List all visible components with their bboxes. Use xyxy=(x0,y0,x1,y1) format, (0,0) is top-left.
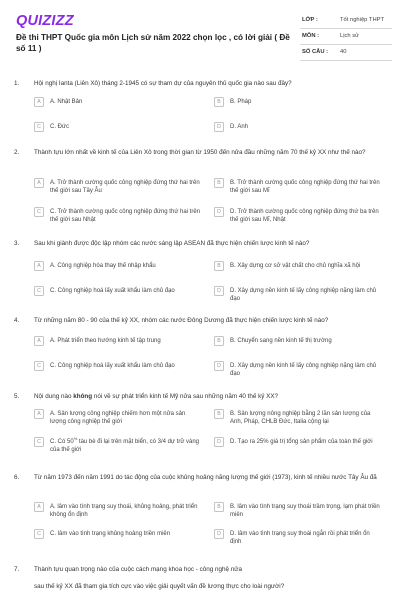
meta-value: 40 xyxy=(340,49,347,55)
option-letter-box[interactable]: A xyxy=(34,261,44,271)
meta-label: MÔN : xyxy=(302,33,320,39)
meta-label: SỐ CÂU : xyxy=(302,49,329,55)
option-text: C. Đức xyxy=(50,124,70,130)
question-number: 5. xyxy=(14,393,20,400)
option-text: B. lâm vào tình trạng suy thoái trầm trọng, lạm phát triền miên xyxy=(230,504,380,519)
option-letter-box[interactable]: B xyxy=(214,502,224,512)
question-number: 2. xyxy=(14,149,20,156)
option-text: B. Sản lượng nông nghiệp bằng 2 lần sản lượng của Anh, Pháp, CHLB Đức, Italia cộng lại xyxy=(230,411,371,426)
option-letter-box[interactable]: D xyxy=(214,122,224,132)
option-text: A. lâm vào tình trạng suy thoái, khủng hoảng, phát triển không ổn định xyxy=(50,504,198,519)
option-letter-box[interactable]: A xyxy=(34,409,44,419)
option-letter-box[interactable]: B xyxy=(214,178,224,188)
option-letter-box[interactable]: A xyxy=(34,178,44,188)
question-number: 1. xyxy=(14,80,20,87)
option-letter-box[interactable]: C xyxy=(34,529,44,539)
document-title: Đề thi THPT Quốc gia môn Lịch sử năm 2022 chọn lọc , có lời giải ( Đề số 11 ) xyxy=(16,33,290,53)
option-letter-box[interactable]: D xyxy=(214,207,224,217)
question-number: 7. xyxy=(14,566,20,573)
meta-row-count xyxy=(300,45,392,61)
option-text: C. lâm vào tình trạng khủng hoảng triền miên xyxy=(50,531,171,537)
option-letter-box[interactable]: C xyxy=(34,286,44,296)
option-text: B. Pháp xyxy=(230,99,252,105)
option-letter-box[interactable]: A xyxy=(34,502,44,512)
option-text: D. Trở thành cường quốc công nghiệp đứng thứ ba trên thế giới sau Mĩ, Nhật xyxy=(230,209,379,224)
option-text: A. Công nghiệp hóa thay thế nhập khẩu xyxy=(50,263,156,269)
question-text-part: Nội dung nào xyxy=(34,393,74,400)
option-letter-box[interactable]: C xyxy=(34,437,44,447)
quizizz-logo: QUIZIZZ xyxy=(16,13,74,29)
option-text: C. Công nghiệp hoá lấy xuất khẩu làm chủ đạo xyxy=(50,363,175,369)
question-text: Từ những năm 80 - 90 của thế kỷ XX, nhóm các nước Đông Dương đã thực hiện chiến lược kinh tế nào? xyxy=(34,317,329,324)
option-text: B. Xây dựng cơ sở vật chất cho chủ nghĩa xã hội xyxy=(230,263,361,269)
option-text xyxy=(50,438,200,455)
question-number: 6. xyxy=(14,474,20,481)
option-text-part: tàu bè đi lại trên mặt biển, có 3/4 dự trữ vàng của thế giới xyxy=(50,439,200,454)
meta-row-class xyxy=(300,13,392,29)
option-letter-box[interactable]: D xyxy=(214,437,224,447)
option-text: A. Sản lượng công nghiệp chiếm hơn một nửa sản lượng công nghiệp thế giới xyxy=(50,411,186,426)
question-text-part: nói về sự phát triển kinh tế Mỹ nửa sau những năm 40 thế kỷ XX? xyxy=(92,393,279,400)
option-letter-box[interactable]: B xyxy=(214,409,224,419)
option-text: D. lâm vào tình trạng suy thoái ngắn rồi phát triển ổn định xyxy=(230,531,370,546)
option-letter-box[interactable]: D xyxy=(214,529,224,539)
question-text xyxy=(34,393,384,402)
question-text-emphasis: không xyxy=(73,393,93,400)
option-letter-box[interactable]: C xyxy=(34,207,44,217)
question-number: 3. xyxy=(14,240,20,247)
meta-label: LỚP : xyxy=(302,17,318,23)
question-text-continued: sau thế kỷ XX đã tham gia tích cực vào việc giải quyết vấn đề lương thực cho loài người? xyxy=(34,583,285,590)
option-text: A. Phát triển theo hướng kinh tế tập trung xyxy=(50,338,161,344)
option-letter-box[interactable]: A xyxy=(34,336,44,346)
option-text: B. Chuyển sang nền kinh tế thị trường xyxy=(230,338,332,344)
option-letter-box[interactable]: C xyxy=(34,361,44,371)
option-letter-box[interactable]: B xyxy=(214,336,224,346)
meta-table xyxy=(300,13,392,61)
option-letter-box[interactable]: A xyxy=(34,97,44,107)
option-letter-box[interactable]: D xyxy=(214,361,224,371)
option-text: C. Trở thành cường quốc công nghiệp đứng thứ hai trên thế giới sau Nhật xyxy=(50,209,201,224)
question-text: Thành tựu lớn nhất về kinh tế của Liên Xô trong thời gian từ 1950 đến nửa đầu những năm 70 thế kỷ XX như thế nào? xyxy=(34,149,366,156)
option-letter-box[interactable]: B xyxy=(214,261,224,271)
option-text: D. Anh xyxy=(230,124,249,130)
option-text: A. Trở thành cường quốc công nghiệp đứng thứ hai trên thế giới sau Tây Âu xyxy=(50,180,200,195)
option-text: B. Trở thành cường quốc công nghiệp đứng thứ hai trên thế giới sau Mĩ xyxy=(230,180,380,195)
option-letter-box[interactable]: D xyxy=(214,286,224,296)
option-text: D. Xây dựng nền kinh tế lấy công nghiệp nặng làm chủ đạo xyxy=(230,363,377,378)
option-text: C. Công nghiệp hoá lấy xuất khẩu làm chủ đạo xyxy=(50,288,175,294)
option-letter-box[interactable]: C xyxy=(34,122,44,132)
meta-value: Lịch sử xyxy=(340,33,360,39)
question-text: Hội nghị Ianta (Liên Xô) tháng 2-1945 có sự tham dự của nguyên thủ quốc gia nào sau đây? xyxy=(34,80,292,87)
option-text: D. Xây dựng nền kinh tế lấy công nghiệp nặng làm chủ đạo xyxy=(230,288,377,303)
worksheet-header xyxy=(0,0,400,72)
superscript: % xyxy=(73,436,78,441)
meta-row-subject xyxy=(300,29,392,45)
option-letter-box[interactable]: B xyxy=(214,97,224,107)
question-text: Từ năm 1973 đến năm 1991 do tác động của cuộc khủng hoảng năng lượng thế giới (1973), kinh tế nhiều nước Tây Âu đã xyxy=(34,474,377,481)
option-text-part: C. Có 50 xyxy=(50,439,74,445)
question-text: Thành tựu quan trọng nào của cuộc cách mạng khoa học - công nghệ nửa xyxy=(34,566,242,573)
question-text: Sau khi giành được độc lập nhóm các nước sáng lập ASEAN đã thực hiện chiến lược kinh tế nào? xyxy=(34,240,310,247)
option-text: D. Tạo ra 25% giá trị tổng sản phẩm của toàn thế giới xyxy=(230,439,373,445)
option-text: A. Nhật Bản xyxy=(50,99,83,105)
meta-value: Tốt nghiệp THPT xyxy=(340,17,385,23)
question-number: 4. xyxy=(14,317,20,324)
